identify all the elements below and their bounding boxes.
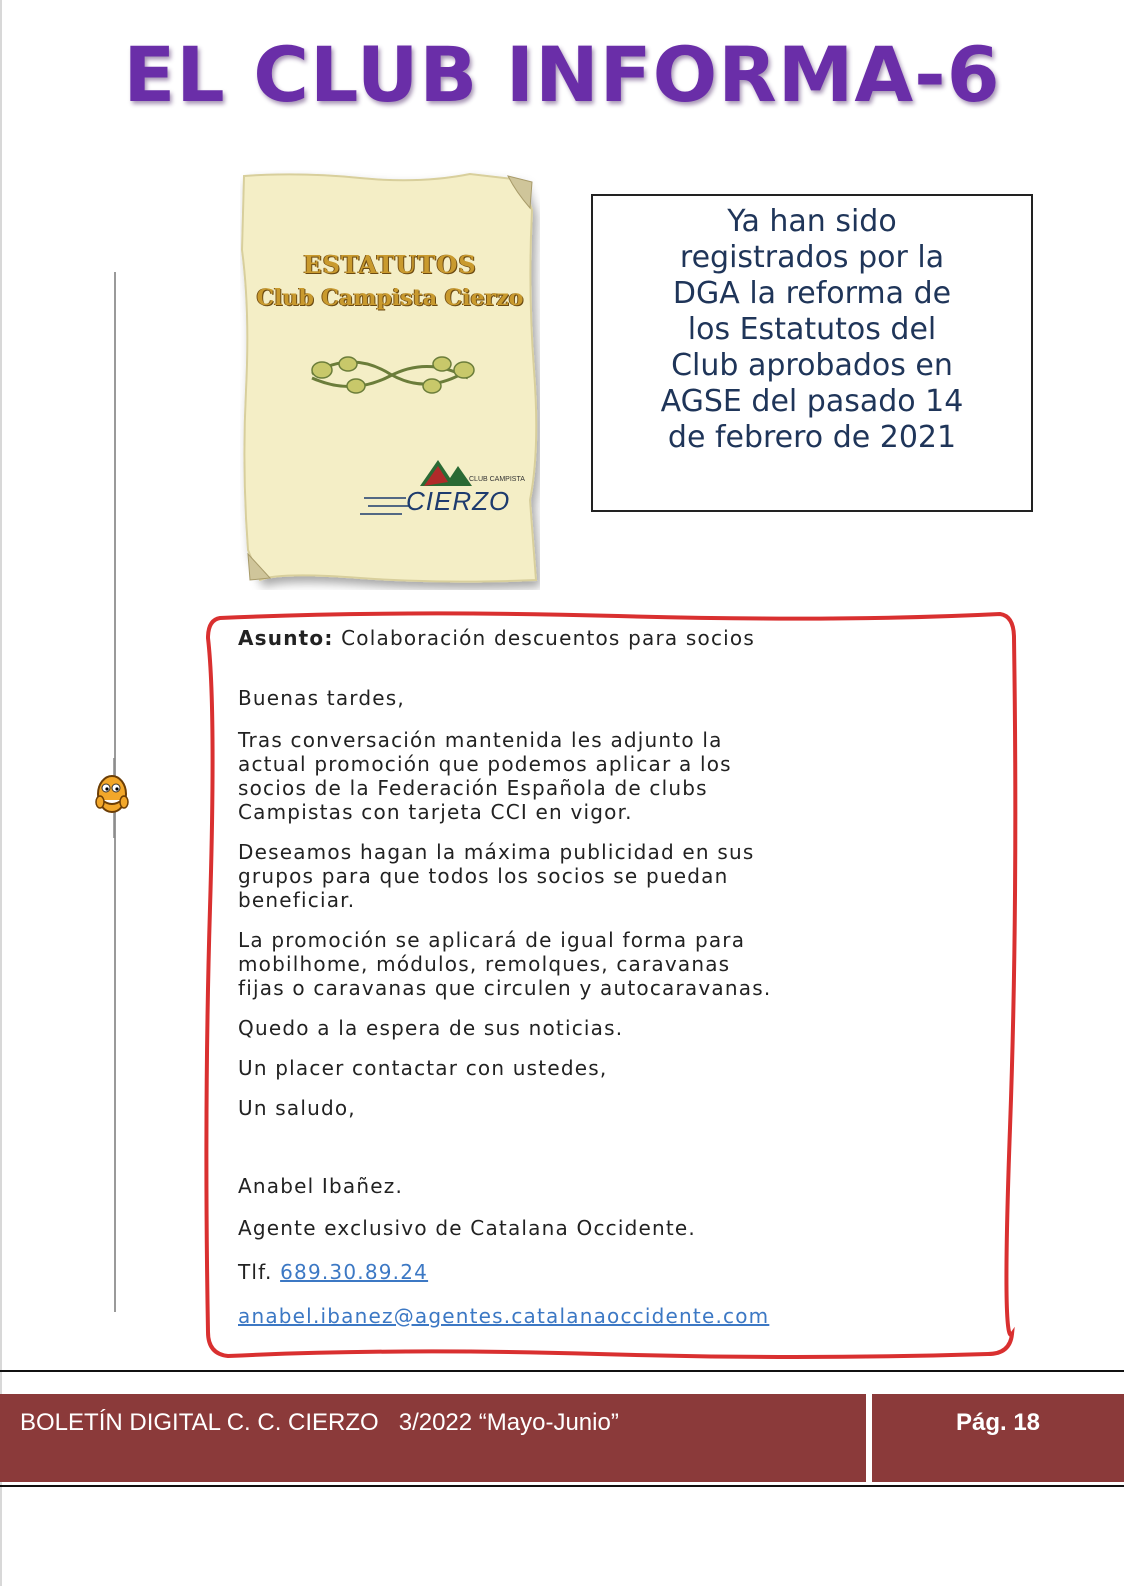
document-title-line1: ESTATUTOS <box>303 250 477 279</box>
email-pleasure: Un placer contactar con ustedes, <box>238 1056 608 1080</box>
phone-line <box>238 1260 428 1284</box>
signature-name: Anabel Ibañez. <box>238 1174 404 1198</box>
page-title: EL CLUB INFORMA-6 <box>123 30 1001 119</box>
notice-box <box>591 194 1033 512</box>
logo-name: CIERZO <box>406 486 511 516</box>
email-line: fijas o caravanas que circulen y autocaravanas. <box>238 976 772 1000</box>
signature-role: Agente exclusivo de Catalana Occidente. <box>238 1216 696 1240</box>
footer-bottom-rule <box>0 1485 1124 1487</box>
notice-text: Ya han sido registrados por la DGA la reforma de los Estatutos del Club aprobados en AGSE del pasado 14 de febrero de 2021 <box>660 204 964 455</box>
page-number <box>872 1394 1124 1482</box>
page-edge <box>0 0 2 1586</box>
bulletin-text: BOLETÍN DIGITAL C. C. CIERZO 3/2022 “Mayo-Junio” <box>20 1409 619 1436</box>
email-subject: Colaboración descuentos para socios <box>341 626 755 650</box>
email-address-line <box>238 1304 769 1328</box>
email-line: socios de la Federación Española de clubs <box>238 776 708 800</box>
email-line: La promoción se aplicará de igual forma para <box>238 928 746 952</box>
email-subject-line <box>238 626 755 650</box>
statutes-document-image <box>240 170 540 590</box>
page-number-text: Pág. 18 <box>955 1409 1041 1436</box>
email-line: Tras conversación mantenida les adjunto la <box>238 728 723 752</box>
email-subject-label: Asunto: <box>238 626 334 650</box>
document-title-line2: Club Campista Cierzo <box>256 285 524 311</box>
email-paragraph-1 <box>238 728 732 824</box>
footer-top-rule <box>0 1370 1124 1372</box>
email-paragraph-2 <box>238 840 754 912</box>
email-line: Campistas con tarjeta CCI en vigor. <box>238 800 633 824</box>
email-line: beneficiar. <box>238 888 356 912</box>
email-line: Deseamos hagan la máxima publicidad en sus <box>238 840 755 864</box>
peeking-mascot-icon <box>92 758 136 838</box>
phone-label: Tlf. <box>238 1260 273 1284</box>
email-waiting: Quedo a la espera de sus noticias. <box>238 1016 624 1040</box>
email-line: grupos para que todos los socios se puedan <box>238 864 729 888</box>
email-address-link[interactable]: anabel.ibanez@agentes.catalanaoccidente.com <box>238 1304 770 1328</box>
email-greeting: Buenas tardes, <box>238 686 405 710</box>
footer-bulletin <box>0 1394 866 1482</box>
logo-small-text: CLUB CAMPISTA <box>469 476 525 483</box>
phone-link[interactable]: 689.30.89.24 <box>280 1260 429 1284</box>
email-line: mobilhome, módulos, remolques, caravanas <box>238 952 731 976</box>
email-regards: Un saludo, <box>238 1096 356 1120</box>
footer <box>0 1394 1124 1482</box>
document-title <box>240 250 540 311</box>
email-line: actual promoción que podemos aplicar a los <box>238 752 732 776</box>
email-paragraph-3 <box>238 928 771 1000</box>
